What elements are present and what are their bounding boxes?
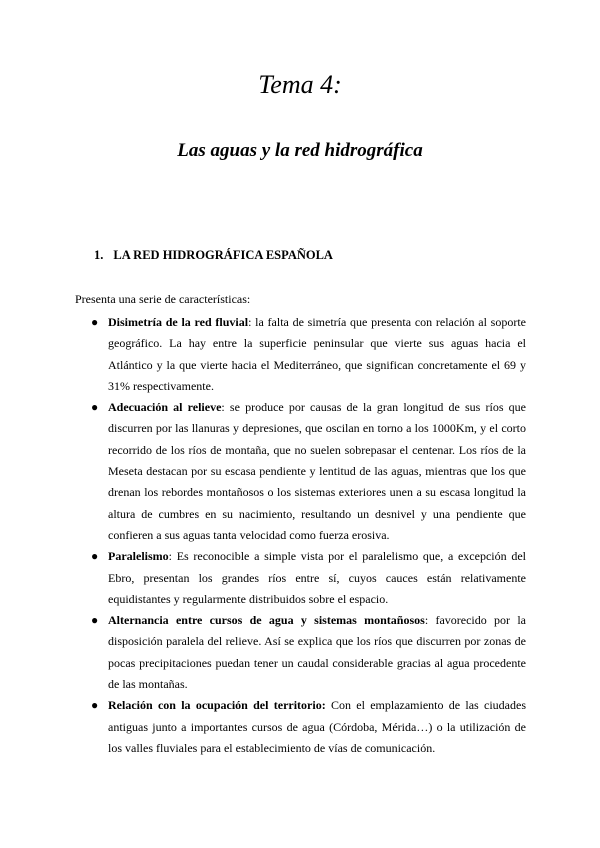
list-item [91, 546, 526, 610]
list-item-text: : se produce por causas de la gran longitud de sus ríos que discurren por las llanuras y depresiones, que oscilan en torno a los 1000Km, y el corto recorrido de los ríos de montaña, que no suelen sobrepasar el centenar. Los ríos de la Meseta destacan por su escasa pendiente y lentitud de las aguas, mientras que los que drenan los rebordes montañosos o los sistemas exteriores unen a su escasa longitud la altura de cumbres en su nacimiento, resultando un desnivel y una pendiente que confieren a sus aguas tanta velocidad como fuerza erosiva. [108, 400, 526, 542]
bullet-icon: ● [91, 613, 99, 628]
list-item-text: : favorecido por la disposición paralela del relieve. Así se explica que los ríos que discurren por zonas de pocas precipitaciones puedan tener un caudal considerable gracias al agua procedente de las montañas. [108, 613, 526, 692]
section-title: LA RED HIDROGRÁFICA ESPAÑOLA [113, 248, 333, 262]
characteristics-list [91, 312, 526, 759]
list-item [91, 695, 526, 759]
page-subtitle: Las aguas y la red hidrográfica [177, 140, 423, 161]
list-item-term: Paralelismo [108, 549, 169, 564]
list-item-term: Adecuación al relieve [108, 400, 222, 415]
bullet-icon: ● [91, 400, 99, 415]
bullet-icon: ● [91, 315, 99, 329]
page-title: Tema 4: [258, 70, 342, 99]
list-item [91, 397, 526, 546]
bullet-icon: ● [91, 698, 99, 713]
intro-paragraph: Presenta una serie de características: [75, 292, 251, 306]
list-item [91, 610, 526, 695]
list-item-text: : la falta de simetría que presenta con relación al soporte geográfico. La hay entre la superficie peninsular que vierte sus aguas hacia el Atlántico y la que vierte hacia el Mediterráneo, que significan concretamente el 69 y 31% respectivamente. [108, 315, 526, 393]
list-item-text: : Es reconocible a simple vista por el paralelismo que, a excepción del Ebro, presentan los grandes ríos entre sí, cuyos cauces están relativamente equidistantes y regularmente distribuidos sobre el espacio. [108, 549, 526, 606]
list-item-term: Relación con la ocupación del territorio: [108, 698, 326, 713]
list-item-text: Con el emplazamiento de las ciudades antiguas junto a importantes cursos de agua (Córdoba, Mérida…) o la utilización de los valles fluviales para el establecimiento de vías de comunicación. [108, 698, 526, 755]
section-heading [94, 248, 333, 263]
list-item-term: Disimetría de la red fluvial [108, 315, 249, 329]
list-item [91, 312, 526, 397]
section-number: 1. [94, 248, 104, 262]
list-item-term: Alternancia entre cursos de agua y sistemas montañosos [108, 613, 425, 628]
bullet-icon: ● [91, 549, 99, 564]
